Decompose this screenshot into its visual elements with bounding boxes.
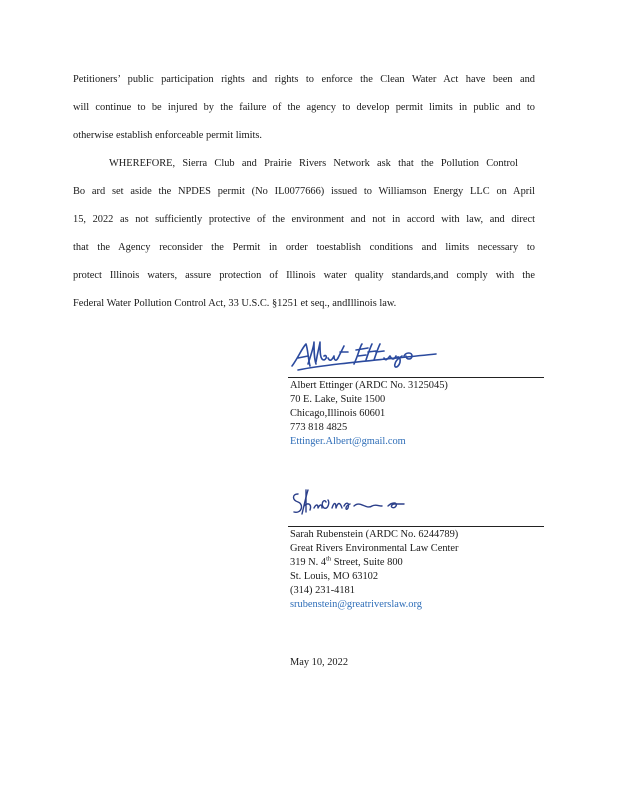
paragraph-line: Federal Water Pollution Control Act, 33 U.S.C. §1251 et seq., andIllinois law. xyxy=(73,298,397,309)
signer-2-address-line-1: 319 N. 4th Street, Suite 800 xyxy=(290,555,403,568)
signer-2-name: Sarah Rubenstein (ARDC No. 6244789) xyxy=(290,529,459,540)
signer-2-email-link[interactable]: srubenstein@greatriverslaw.org xyxy=(290,599,422,610)
signer-1-address-line-1: 70 E. Lake, Suite 1500 xyxy=(290,394,386,405)
signer-2-organization: Great Rivers Environmental Law Center xyxy=(290,543,459,554)
signature-line-2 xyxy=(288,526,544,527)
paragraph-line: 15, 2022 as not sufficiently protective of the environment and not in accord with law, and direct xyxy=(73,214,535,225)
paragraph-line: protect Illinois waters, assure protection of Illinois water quality standards,and comply with the xyxy=(73,270,535,281)
signer-2-phone: (314) 231-4181 xyxy=(290,585,355,596)
signer-2-address-line-2: St. Louis, MO 63102 xyxy=(290,571,379,582)
signer-1-name: Albert Ettinger (ARDC No. 3125045) xyxy=(290,380,448,391)
paragraph-line: Bo ard set aside the NPDES permit (No IL0077666) issued to Williamson Energy LLC on April xyxy=(73,186,535,197)
signer-1-address-line-2: Chicago,Illinois 60601 xyxy=(290,408,386,419)
document-date: May 10, 2022 xyxy=(290,657,349,668)
paragraph-line: Petitioners’ public participation rights and rights to enforce the Clean Water Act have been and xyxy=(73,74,535,85)
signer-2-block xyxy=(290,528,544,612)
paragraph-line: otherwise establish enforceable permit limits. xyxy=(73,130,262,141)
signer-1-email-link[interactable]: Ettinger.Albert@gmail.com xyxy=(290,436,406,447)
signer-1-phone: 773 818 4825 xyxy=(290,422,348,433)
signature-albert-ettinger xyxy=(288,336,438,376)
signer-1-block xyxy=(290,379,544,449)
paragraph-line: WHEREFORE, Sierra Club and Prairie Rivers Network ask that the Pollution Control xyxy=(109,158,518,169)
signature-sarah-rubenstein xyxy=(288,484,423,520)
paragraph-line: will continue to be injured by the failure of the agency to develop permit limits in public and to xyxy=(73,102,535,113)
paragraph-line: that the Agency reconsider the Permit in order toestablish conditions and limits necessary to xyxy=(73,242,535,253)
signature-line-1 xyxy=(288,377,544,378)
